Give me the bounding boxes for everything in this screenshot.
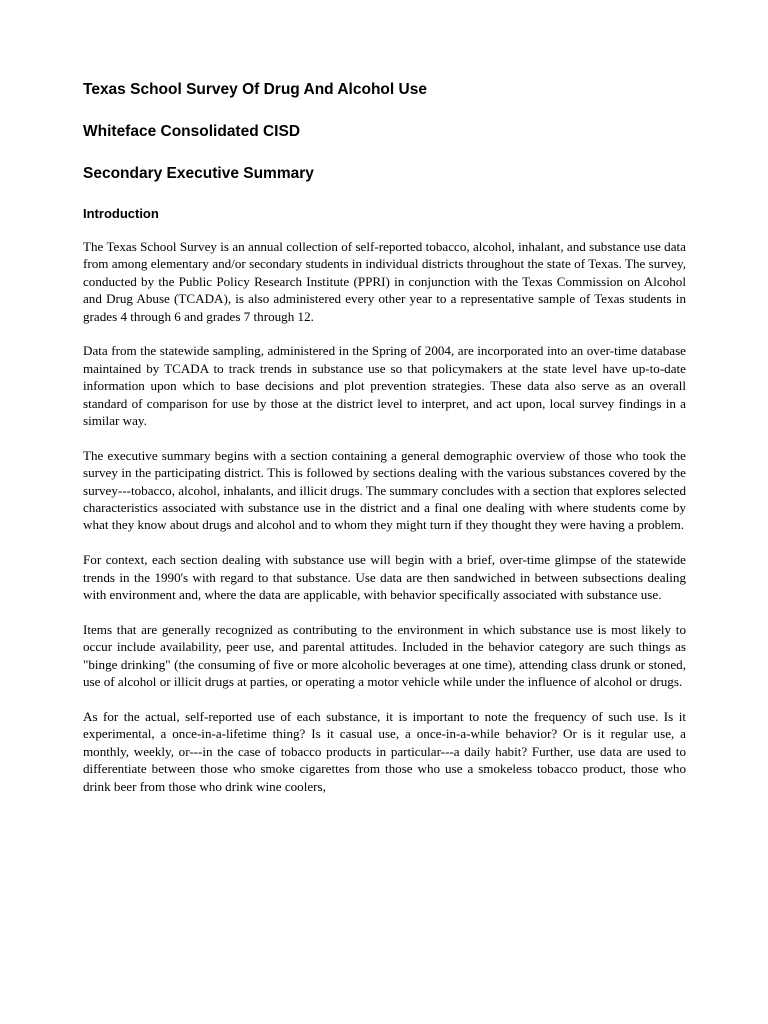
district-name: Whiteface Consolidated CISD (83, 123, 301, 140)
paragraph: As for the actual, self-reported use of each substance, it is important to note the frequency of such use. Is it experimental, a once-in-a-lifetime thing? Is it casual use, a once-in-a-while behavior? Or is it regular use, a monthly, weekly, or---in the case of tobacco products in particular---a daily habit? Further, use data are used to differentiate between those who smoke cigarettes from those who use a smokeless tobacco product, those who drink beer from those who drink wine coolers, (83, 708, 686, 794)
document-title: Texas School Survey Of Drug And Alcohol Use (83, 81, 427, 98)
paragraph: The executive summary begins with a section containing a general demographic overview of those who took the survey in the participating district. This is followed by sections dealing with the various substances covered by the survey---tobacco, alcohol, inhalants, and illicit drugs. The summary concludes with a section that explores selected characteristics associated with substance use in the district and a final one dealing with where students come by what they know about drugs and alcohol and to whom they might turn if they thought they were having a problem. (83, 447, 686, 533)
paragraph: The Texas School Survey is an annual collection of self-reported tobacco, alcohol, inhalant, and substance use data from among elementary and/or secondary students in individual districts throughout the state of Texas. The survey, conducted by the Public Policy Research Institute (PPRI) in conjunction with the Texas Commission on Alcohol and Drug Abuse (TCADA), is also administered every other year to a representative sample of Texas students in grades 4 through 6 and grades 7 through 12. (83, 239, 686, 324)
paragraph: Items that are generally recognized as contributing to the environment in which substance use is most likely to occur include availability, peer use, and parental attitudes. Included in the behavior category are such things as "binge drinking" (the consuming of five or more alcoholic beverages at one time), attending class drunk or stoned, use of alcohol or illicit drugs at parties, or operating a motor vehicle while under the influence of alcohol or drugs. (83, 621, 686, 690)
paragraph: Data from the statewide sampling, administered in the Spring of 2004, are incorporated into an over-time database maintained by TCADA to track trends in substance use so that policymakers at the state level have up-to-date information upon which to base decisions and plot prevention strategies. These data also serve as an overall standard of comparison for use by those at the district level to interpret, and act upon, local survey findings in a similar way. (83, 343, 686, 429)
paragraph: For context, each section dealing with substance use will begin with a brief, over-time glimpse of the statewide trends in the 1990's with regard to that substance. Use data are then sandwiched in between subsections dealing with environment and, where the data are applicable, with behavior specifically associated with substance use. (83, 552, 686, 603)
document-subtitle: Secondary Executive Summary (83, 165, 314, 182)
document-page (83, 80, 686, 812)
section-heading-introduction: Introduction (83, 206, 159, 221)
